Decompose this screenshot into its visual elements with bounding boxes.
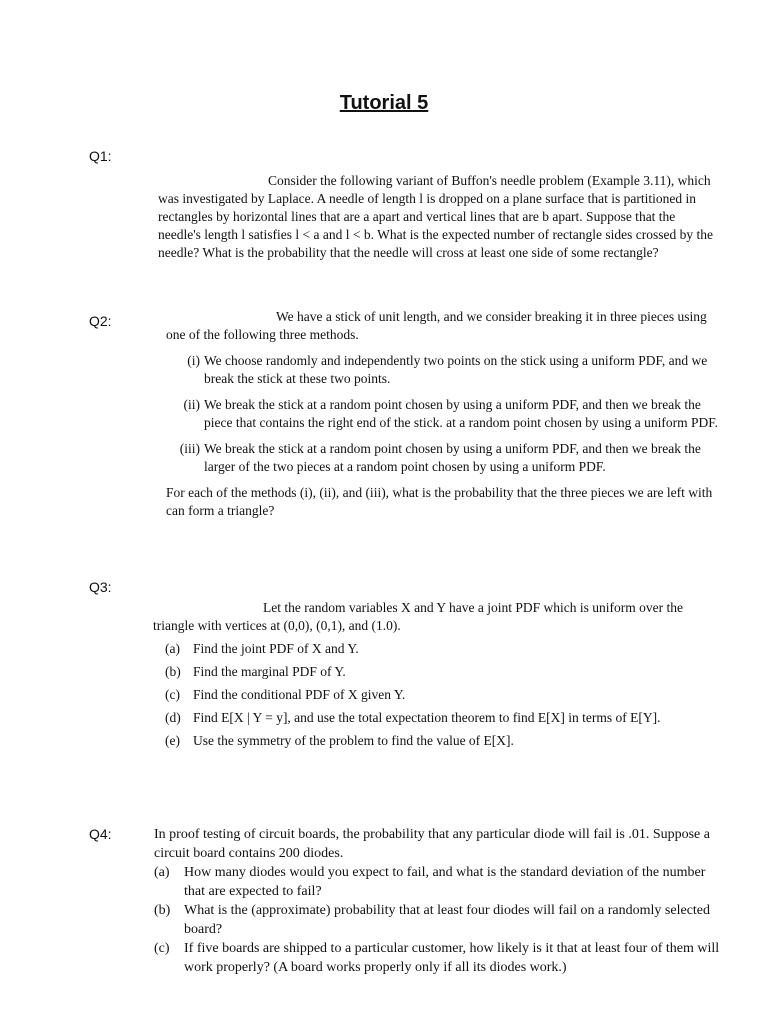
q3-item-mark: (b) xyxy=(165,664,181,679)
question-label-q2: Q2: xyxy=(89,313,112,329)
q2-item-ii xyxy=(166,396,723,432)
q3-item-mark: (a) xyxy=(165,641,180,656)
q3-item-e xyxy=(165,732,721,750)
q4-intro: In proof testing of circuit boards, the probability that any particular diode will fail is .01. Suppose a circuit board contains 200 diodes. xyxy=(154,827,710,861)
q4-item-c xyxy=(154,939,729,977)
q4-item-a xyxy=(154,863,729,901)
q3-item-text: Find the joint PDF of X and Y. xyxy=(193,641,359,656)
q3-item-d xyxy=(165,709,721,727)
q4-item-mark: (b) xyxy=(154,903,171,918)
q2-intro: We have a stick of unit length, and we consider breaking it in three pieces using one of the following three methods. xyxy=(166,309,707,342)
q2-item-mark: (i) xyxy=(187,353,200,368)
q2-closing: For each of the methods (i), (ii), and (iii), what is the probability that the three pieces we are left with can form a triangle? xyxy=(166,485,713,518)
q4-item-b xyxy=(154,901,729,939)
q3-item-text: Use the symmetry of the problem to find the value of E[X]. xyxy=(193,733,514,748)
q2-item-text: We choose randomly and independently two points on the stick using a uniform PDF, and we break the stick at these two points. xyxy=(204,353,708,386)
q1-paragraph: Consider the following variant of Buffon's needle problem (Example 3.11), which was investigated by Laplace. A needle of length l is dropped on a plane surface that is partitioned in rectangles by horizontal lines that are a apart and vertical lines that are b apart. Suppose that the needle's length l satisfies l < a and l < b. What is the expected number of rectangle sides crossed by the needle? What is the probability that the needle will cross at least one side of some rectangle? xyxy=(158,173,713,260)
q3-item-a xyxy=(165,640,721,658)
q3-item-mark: (d) xyxy=(165,710,181,725)
q3-item-c xyxy=(165,686,721,704)
question-q1 xyxy=(158,172,721,262)
q3-item-text: Find E[X | Y = y], and use the total expectation theorem to find E[X] in terms of E[Y]. xyxy=(193,710,661,725)
q2-item-iii xyxy=(166,440,723,476)
page-title: Tutorial 5 xyxy=(339,92,429,114)
question-q4 xyxy=(154,825,729,977)
q4-item-text: What is the (approximate) probability that at least four diodes will fail on a randomly selected board? xyxy=(184,903,711,937)
q3-item-text: Find the conditional PDF of X given Y. xyxy=(193,687,406,702)
q2-item-text: We break the stick at a random point chosen by using a uniform PDF, and then we break the piece that contains the right end of the stick. at a random point chosen by using a uniform PDF. xyxy=(204,397,719,430)
q3-item-b xyxy=(165,663,721,681)
question-label-q3: Q3: xyxy=(89,579,112,595)
q4-item-text: If five boards are shipped to a particular customer, how likely is it that at least four of them will work properly? (A board works properly only if all its diodes work.) xyxy=(184,941,720,975)
question-label-q1: Q1: xyxy=(89,148,112,164)
question-label-q4: Q4: xyxy=(89,826,112,842)
q3-item-mark: (e) xyxy=(165,733,180,748)
q3-item-mark: (c) xyxy=(165,687,180,702)
q2-item-mark: (ii) xyxy=(183,397,200,412)
q2-item-mark: (iii) xyxy=(179,441,200,456)
q4-item-mark: (a) xyxy=(154,865,170,880)
q4-item-mark: (c) xyxy=(154,941,170,956)
q3-item-text: Find the marginal PDF of Y. xyxy=(193,664,346,679)
question-q3 xyxy=(153,599,721,750)
q3-intro: Let the random variables X and Y have a joint PDF which is uniform over the triangle with vertices at (0,0), (0,1), and (1.0). xyxy=(153,600,684,633)
q4-item-text: How many diodes would you expect to fail, and what is the standard deviation of the number that are expected to fail? xyxy=(184,865,706,899)
q2-item-i xyxy=(166,352,723,388)
q2-item-text: We break the stick at a random point chosen by using a uniform PDF, and then we break the larger of the two pieces at a random point chosen by using a uniform PDF. xyxy=(204,441,701,474)
question-q2 xyxy=(166,308,723,520)
